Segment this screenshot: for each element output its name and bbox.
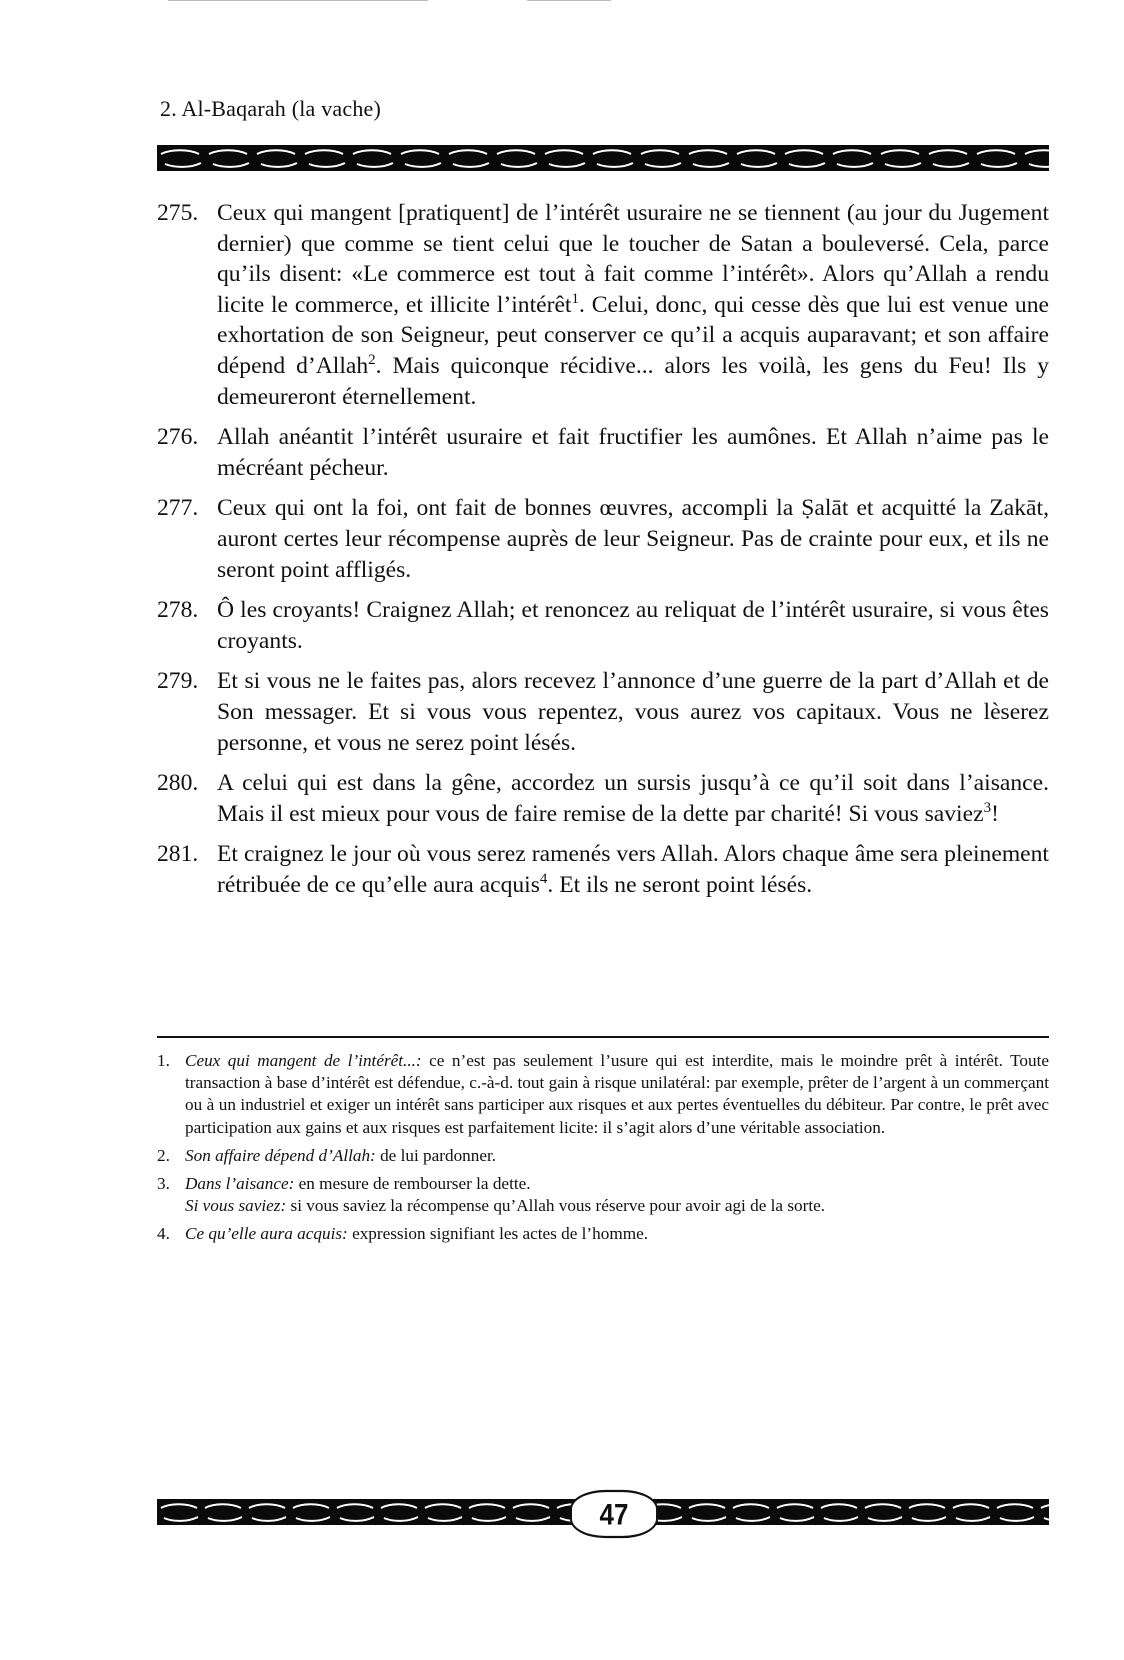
- footnote-divider: [157, 1036, 1049, 1038]
- verse-text: Ceux qui ont la foi, ont fait de bonnes œuvres, accompli la Ṣalāt et acquitté la Zakāt, auront certes leur récompense auprès de leur Seigneur. Pas de crainte pour eux, et ils ne seront point affligés.: [217, 495, 1049, 583]
- verse-277: [157, 493, 1049, 585]
- footnote-1: [157, 1050, 1049, 1139]
- verse-number: 279.: [157, 668, 199, 695]
- verse-number: 280.: [157, 770, 199, 797]
- verse-275: [157, 198, 1049, 412]
- top-rule-right: [527, 0, 611, 1]
- verses-list: [157, 198, 1049, 910]
- verse-280: [157, 768, 1049, 829]
- footnote-ref: 3: [983, 799, 992, 816]
- footnote-number: 3.: [157, 1174, 170, 1194]
- verse-number: 281.: [157, 841, 199, 868]
- footnote-2: [157, 1145, 1049, 1167]
- verse-number: 275.: [157, 200, 199, 226]
- footnotes-list: [157, 1050, 1049, 1252]
- footnote-text: Ceux qui mangent de l’intérêt...: ce n’est pas seulement l’usure qui est interdite, mais le moindre prêt à intérêt. Toute transaction à base d’intérêt est défendue, c.-à-d. tout gain à risque unilatéral: par exemple, prêter de l’argent à un commerçant ou à un industriel et exiger un intérêt sans participer aux risques et aux pertes éventuelles du débiteur. Par contre, le prêt avec participation aux gains et aux risques est parfaitement licite: il s’agit alors d’une véritable association.: [185, 1051, 1049, 1137]
- footnote-number: 2.: [157, 1145, 170, 1165]
- top-rule-left: [168, 0, 428, 1]
- verse-number: 277.: [157, 495, 199, 522]
- footnote-3: [157, 1173, 1049, 1217]
- verse-text: Ô les croyants! Craignez Allah; et renoncez au reliquat de l’intérêt usuraire, si vous êtes croyants.: [217, 597, 1049, 654]
- top-ornament-band: [157, 145, 1049, 171]
- verse-text: Et si vous ne le faites pas, alors recevez l’annonce d’une guerre de la part d’Allah et de Son messager. Et si vous vous repentez, vous aurez vos capitaux. Vous ne lèserez personne, et vous ne serez point lésés.: [217, 668, 1049, 756]
- running-header: 2. Al-Baqarah (la vache): [160, 96, 382, 121]
- verse-text: Et craignez le jour où vous serez ramenés vers Allah. Alors chaque âme sera pleinement rétribuée de ce qu’elle aura acquis$^4$. Et ils ne seront point lésés.: [217, 841, 1049, 898]
- footnote-ref: 1: [571, 290, 579, 307]
- footnote-text: Son affaire dépend d’Allah: de lui pardonner.: [185, 1145, 497, 1165]
- footnote-text: Ce qu’elle aura acquis: expression signifiant les actes de l’homme.: [185, 1224, 649, 1244]
- footnote-4: [157, 1223, 1049, 1245]
- verse-number: 276.: [157, 424, 199, 451]
- verse-text: A celui qui est dans la gêne, accordez un sursis jusqu’à ce qu’il soit dans l’aisance. Mais il est mieux pour vous de faire remise de la dette par charité! Si vous saviez$^3$!: [217, 770, 1049, 827]
- verse-text: Ceux qui mangent [pratiquent] de l’intérêt usuraire ne se tiennent (au jour du Jugement dernier) que comme se tient celui que le toucher de Satan a bouleversé. Cela, parce qu’ils disent: «Le commerce est tout à fait comme l’intérêt». Alors qu’Allah a rendu licite le commerce, et illicite l’intérêt$^1$. Celui, donc, qui cesse dès que lui est venue une exhortation de son Seigneur, peut conserver ce qu’il a acquis auparavant; et son affaire dépend d’Allah$^2$. Mais quiconque récidive... alors les voilà, les gens du Feu! Ils y demeureront éternellement.: [217, 200, 1050, 410]
- footnote-ref: 4: [539, 871, 548, 888]
- verse-278: [157, 595, 1049, 656]
- footnote-ref: 2: [368, 352, 376, 369]
- footnote-number: 4.: [157, 1224, 170, 1244]
- verse-number: 278.: [157, 597, 199, 624]
- page-number: 47: [570, 1490, 658, 1538]
- chain-ornament-top: [157, 145, 1049, 171]
- verse-281: [157, 839, 1049, 900]
- verse-text: Allah anéantit l’intérêt usuraire et fait fructifier les aumônes. Et Allah n’aime pas le mécréant pécheur.: [217, 424, 1049, 481]
- footnote-number: 1.: [157, 1051, 170, 1070]
- verse-279: [157, 666, 1049, 758]
- verse-276: [157, 422, 1049, 483]
- footnote-text: Dans l’aisance: en mesure de rembourser la dette. Si vous saviez: si vous saviez la récompense qu’Allah vous réserve pour avoir agi de la sorte.: [185, 1174, 826, 1216]
